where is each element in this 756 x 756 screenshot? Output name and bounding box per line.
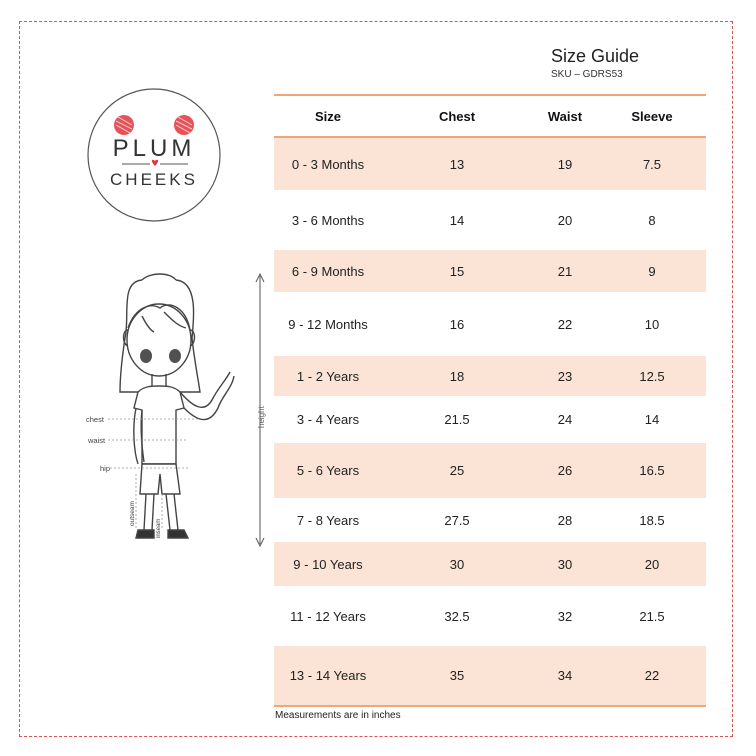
cell-size: 0 - 3 Months <box>274 137 382 190</box>
cell-size: 9 - 10 Years <box>274 542 382 586</box>
cell-size: 1 - 2 Years <box>274 356 382 396</box>
cell-sleeve: 12.5 <box>598 356 706 396</box>
logo-line1: PLUM <box>112 135 196 162</box>
waist-label: waist <box>88 436 106 445</box>
cheek-right-icon <box>169 349 181 363</box>
cell-chest: 21.5 <box>444 412 470 427</box>
header-sleeve: Sleeve <box>598 95 706 137</box>
chest-label: chest <box>86 415 104 424</box>
cell-sleeve: 18.5 <box>639 512 665 528</box>
cell-chest: 35 <box>382 646 532 706</box>
cell-size: 3 - 4 Years <box>296 412 360 427</box>
cell-chest: 30 <box>382 542 532 586</box>
child-drawing <box>120 274 234 538</box>
outseam-label: outseam <box>129 501 136 526</box>
cell-sleeve: 10 <box>644 316 660 332</box>
cell-sleeve: 21.5 <box>639 608 665 624</box>
cell-chest: 27.5 <box>444 512 470 528</box>
table-row <box>274 646 706 706</box>
cell-sleeve: 14 <box>644 412 660 427</box>
logo-line2: CHEEKS <box>110 170 198 189</box>
table-row <box>274 292 706 356</box>
table-row <box>274 190 706 250</box>
cell-size: 6 - 9 Months <box>274 250 382 292</box>
cell-size: 13 - 14 Years <box>274 646 382 706</box>
cell-waist: 21 <box>532 250 598 292</box>
table-row <box>274 356 706 396</box>
table-row <box>274 250 706 292</box>
cell-size: 5 - 6 Years <box>274 443 382 498</box>
cell-sleeve: 22 <box>598 646 706 706</box>
cell-sleeve: 16.5 <box>598 443 706 498</box>
cell-waist: 32 <box>557 608 573 624</box>
header-waist: Waist <box>532 95 598 137</box>
cell-waist: 28 <box>557 512 573 528</box>
plum-cheek-right-icon <box>174 115 194 135</box>
sku-label: SKU – GDRS53 <box>551 69 623 80</box>
cell-waist: 30 <box>532 542 598 586</box>
cell-waist: 19 <box>532 137 598 190</box>
plum-cheeks-logo <box>86 87 222 223</box>
table-row <box>274 137 706 190</box>
table-row <box>274 586 706 646</box>
cell-chest: 15 <box>382 250 532 292</box>
cell-sleeve: 7.5 <box>598 137 706 190</box>
table-row <box>274 396 706 443</box>
cell-chest: 32.5 <box>444 608 470 624</box>
cell-size: 7 - 8 Years <box>296 512 360 528</box>
cell-chest: 25 <box>382 443 532 498</box>
page-title: Size Guide <box>551 46 640 66</box>
header-size: Size <box>274 95 382 137</box>
child-measurement-illustration <box>80 268 276 556</box>
plum-cheek-left-icon <box>114 115 134 135</box>
cell-waist: 23 <box>532 356 598 396</box>
table-row <box>274 443 706 498</box>
size-table-header <box>274 95 706 137</box>
cell-size: 9 - 12 Months <box>288 316 368 332</box>
cell-chest: 13 <box>382 137 532 190</box>
cell-chest: 14 <box>449 212 465 228</box>
cell-size: 11 - 12 Years <box>290 608 366 624</box>
cell-size: 3 - 6 Months <box>291 212 365 228</box>
cell-waist: 20 <box>557 212 573 228</box>
inseam-label: inseam <box>156 518 162 538</box>
hip-label: hip <box>100 464 111 473</box>
cell-sleeve: 9 <box>598 250 706 292</box>
size-table <box>274 94 706 707</box>
cell-sleeve: 20 <box>598 542 706 586</box>
cheek-left-icon <box>140 349 152 363</box>
measurement-note: Measurements are in inches <box>275 710 401 721</box>
cell-waist: 22 <box>557 316 573 332</box>
cell-waist: 24 <box>557 412 573 427</box>
table-row <box>274 542 706 586</box>
cell-waist: 34 <box>532 646 598 706</box>
header-chest: Chest <box>382 95 532 137</box>
cell-chest: 18 <box>382 356 532 396</box>
cell-waist: 26 <box>532 443 598 498</box>
height-label: height <box>257 406 266 428</box>
table-row <box>274 498 706 542</box>
cell-chest: 16 <box>449 316 465 332</box>
cell-sleeve: 8 <box>648 212 656 228</box>
